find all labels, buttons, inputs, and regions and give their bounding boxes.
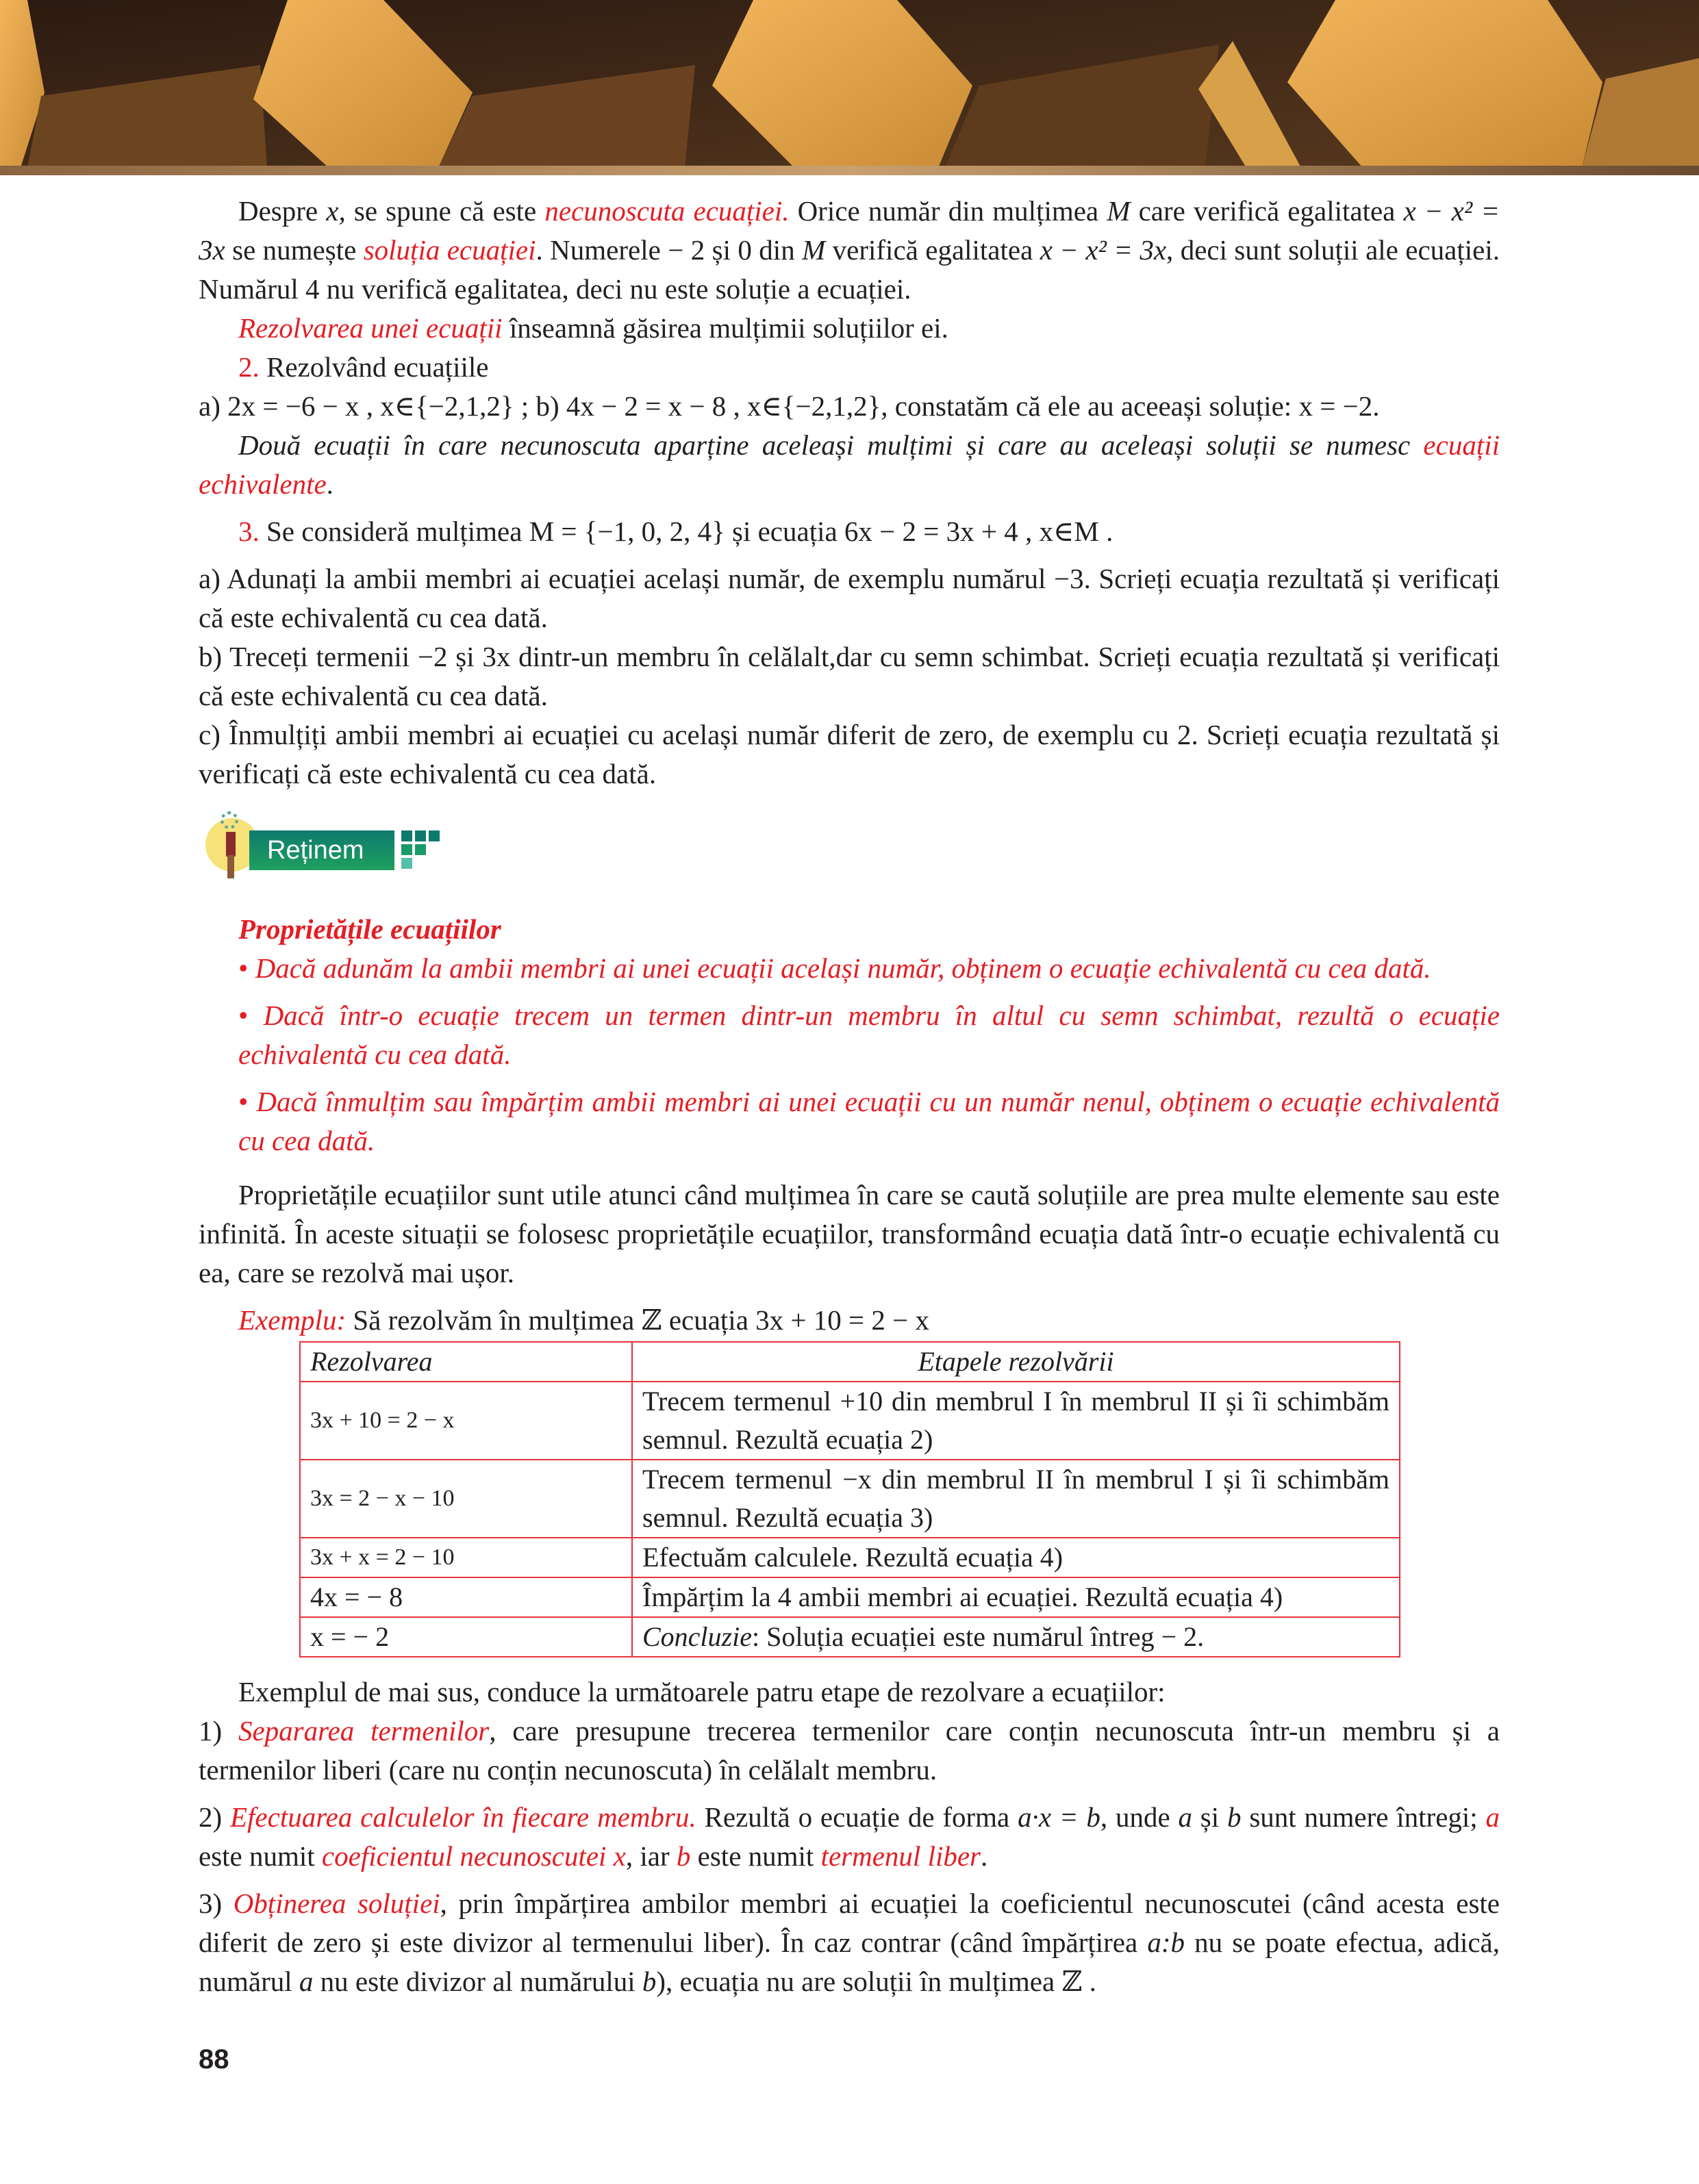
term-necunoscuta: necunoscuta ecuației. [544, 195, 790, 227]
variable-x: x, [326, 195, 346, 227]
table-row [300, 1382, 1400, 1460]
text: . [981, 1840, 988, 1872]
table-cell-step: Trecem termenul +10 din membrul I în membrul II și îi schimbăm semnul. Rezultă ecuația 2) [632, 1382, 1400, 1460]
step-term: Efectuarea calculelor în fiecare membru. [229, 1801, 696, 1833]
table-cell-step [632, 1617, 1400, 1657]
exercise-3b: b) Treceți termenii −2 și 3x dintr-un membru în celălalt,dar cu semn schimbat. Scrieți ecuația rezultată și verificați că este echivalentă cu cea dată. [199, 641, 1500, 711]
variable-b: b [1226, 1801, 1242, 1833]
table-cell-step: Efectuăm calculele. Rezultă ecuația 4) [632, 1538, 1400, 1577]
usage-paragraph: Proprietățile ecuațiilor sunt utile atunci când mulțimea în care se caută soluțiile are prea multe elemente sau este infinită. În aceste situații se folosesc proprietățile ecuațiilor, transformând ecuația dată într-o ecuație echivalentă cu ea, care se rezolvă mai ușor. [199, 1179, 1500, 1288]
term-rezolvarea: Rezolvarea unei ecuații [238, 312, 503, 344]
term-solutia: soluția ecuației [363, 234, 536, 266]
variable-a: a [299, 1966, 314, 1997]
text: , unde [1100, 1801, 1179, 1833]
set-M: M [802, 234, 826, 266]
property-text: Dacă adunăm la ambii membri ai unei ecuații același număr, obținem o ecuație echivalentă cu cea dată. [255, 952, 1431, 984]
decor-square-icon [401, 830, 412, 841]
table-row [300, 1538, 1400, 1577]
text: Două ecuații în care necunoscuta aparține aceleași mulțimi și care au aceleași soluții se numesc [238, 429, 1424, 461]
intro-paragraph [199, 192, 1500, 309]
exercise-3a: a) Adunați la ambii membri ai ecuației același număr, de exemplu numărul −3. Scrieți ecuația rezultată și verificați că este echivalentă cu cea dată. [199, 563, 1500, 633]
text: sunt numere întregi; [1241, 1801, 1486, 1833]
variable-b: b [676, 1840, 691, 1872]
text: se spune că este [345, 195, 545, 227]
text: ), ecuația nu are soluții în mulțimea [656, 1966, 1062, 1997]
table-row [300, 1577, 1400, 1617]
definition-equivalent [199, 426, 1500, 504]
example-intro [199, 1301, 1500, 1340]
table-cell-equation: 3x = 2 − x − 10 [300, 1460, 632, 1538]
steps-intro: Exemplul de mai sus, conduce la următoarele patru etape de rezolvare a ecuațiilor: [238, 1676, 1166, 1707]
gear-icon [221, 811, 238, 829]
step-3 [199, 1884, 1500, 2001]
page-content [199, 192, 1500, 2001]
text: Se consideră mulțimea M = {−1, 0, 2, 4} și ecuația 6x − 2 = 3x + 4 , x∈M . [259, 516, 1113, 547]
exercise-3c: c) Înmulțiți ambii membri ai ecuației cu același număr diferit de zero, de exemplu cu 2. Scrieți ecuația rezultată și verificați că este echivalentă cu cea dată. [199, 719, 1500, 789]
decor-square-icon [415, 830, 426, 841]
table-cell-equation: x = − 2 [300, 1617, 632, 1657]
text: ecuația 3x + 10 = 2 − x [662, 1304, 930, 1336]
property-text: Dacă înmulțim sau împărțim ambii membri ai unei ecuații cu un număr nenul, obținem o ecuație echivalentă cu cea dată. [238, 1086, 1500, 1156]
term-termen-liber: termenul liber [820, 1840, 981, 1872]
property-item [238, 949, 1500, 988]
text: înseamnă găsirea mulțimii soluțiilor ei. [502, 312, 948, 344]
step-number: 3) [199, 1888, 234, 1919]
variable-a: a [1485, 1801, 1500, 1833]
bullet: • [238, 952, 249, 984]
exercise-2-title [199, 348, 1500, 387]
text: Orice număr din mulțimea [789, 195, 1107, 227]
golden-blocks-illustration [0, 0, 1699, 175]
person-legs-icon [227, 855, 234, 878]
page-number: 88 [199, 2044, 229, 2074]
decor-square-icon [401, 858, 412, 869]
property-item [238, 996, 1500, 1074]
table-header-row [300, 1342, 1400, 1382]
text: care verifică egalitatea [1130, 195, 1404, 227]
text: Rezolvând ecuațiile [259, 351, 489, 383]
decor-square-icon [429, 830, 440, 841]
term-ecuatii-echivalente: ecuații echivalente [199, 429, 1500, 500]
header-banner-image [0, 0, 1699, 175]
text: verifică egalitatea [825, 234, 1040, 266]
properties-box [238, 910, 1500, 1160]
property-item [238, 1082, 1500, 1160]
definition-rezolvare [199, 309, 1500, 348]
table-cell-equation: 4x = − 8 [300, 1577, 632, 1617]
retinem-label: Reținem [249, 830, 394, 870]
text: nu se poate efectua, adică, numărul [199, 1927, 1500, 1997]
equation: a·x = b [1018, 1801, 1100, 1833]
expression: a:b [1147, 1927, 1185, 1958]
term-coeficient: coeficientul necunoscutei x [321, 1840, 626, 1872]
column-header: Etapele rezolvării [632, 1342, 1400, 1382]
column-header: Rezolvarea [300, 1342, 632, 1382]
step-1 [199, 1712, 1500, 1790]
decor-square-icon [401, 844, 412, 855]
text: , deci sunt soluții ale ecuației. Numărul 4 nu verifică egalitatea, deci nu este soluție a ecuației. [199, 234, 1500, 305]
text: . [326, 468, 333, 500]
table-row [300, 1460, 1400, 1538]
text: Rezultă o ecuație de forma [696, 1801, 1018, 1833]
equation: x − x² = 3x [1040, 234, 1167, 266]
step-2 [199, 1798, 1500, 1876]
decor-square-icon [415, 844, 426, 855]
exercise-3-title [199, 512, 1500, 551]
variable-b: b [642, 1966, 657, 1997]
properties-title: Proprietățile ecuațiilor [238, 913, 501, 945]
text: : Soluția ecuației este numărul întreg − 2. [751, 1621, 1205, 1652]
retinem-badge [205, 811, 452, 880]
exercise-number: 3. [238, 516, 260, 547]
text: . [1082, 1966, 1096, 1997]
solution-table [299, 1341, 1400, 1658]
conclusion-label: Concluzie [642, 1621, 752, 1652]
set-Z: ℤ [641, 1304, 662, 1336]
table-cell-step: Trecem termenul −x din membrul II în membrul I și îi schimbăm semnul. Rezultă ecuația 3) [632, 1460, 1400, 1538]
text: , prin împărțirea ambilor membri ai ecuației la coeficientul necunoscutei (când acesta este diferit de zero și este divizor al termenului liber). În caz contrar (când împărțirea [199, 1888, 1500, 1958]
step-number: 2) [199, 1801, 230, 1833]
table-cell-equation: 3x + x = 2 − 10 [300, 1538, 632, 1577]
person-icon [226, 832, 236, 856]
text: , care presupune trecerea termenilor care conțin necunoscuta într-un membru și a termenilor liberi (care nu conțin necunoscuta) în celălalt membru. [199, 1715, 1500, 1786]
text: , iar [625, 1840, 677, 1872]
text: Despre [238, 195, 327, 227]
text: și [1192, 1801, 1227, 1833]
exercise-2-equations: a) 2x = −6 − x , x∈{−2,1,2} ; b) 4x − 2 = x − 8 , x∈{−2,1,2}, constatăm că ele au aceeași soluție: x = −2. [199, 390, 1380, 422]
equation: x − x² = 3x [199, 195, 1500, 266]
text: este numit [690, 1840, 821, 1872]
table-cell-step: Împărțim la 4 ambii membri ai ecuației. Rezultă ecuația 4) [632, 1577, 1400, 1617]
step-term: Separarea termenilor [238, 1715, 490, 1747]
step-term: Obținerea soluției [233, 1888, 440, 1919]
bullet: • [238, 1000, 249, 1031]
set-M: M [1107, 195, 1131, 227]
text: . Numerele − 2 și 0 din [536, 234, 803, 266]
step-number: 1) [199, 1715, 238, 1747]
variable-a: a [1178, 1801, 1192, 1833]
text: este numit [199, 1840, 322, 1872]
text: se numește [225, 234, 364, 266]
table-row [300, 1617, 1400, 1657]
text: nu este divizor al numărului [313, 1966, 642, 1997]
example-label: Exemplu: [238, 1304, 347, 1336]
table-cell-equation: 3x + 10 = 2 − x [300, 1382, 632, 1460]
bullet: • [238, 1086, 249, 1117]
exercise-number: 2. [238, 351, 260, 383]
set-Z: ℤ [1061, 1965, 1083, 1998]
text: Să rezolvăm în mulțimea [346, 1304, 642, 1336]
property-text: Dacă într-o ecuație trecem un termen dintr-un membru în altul cu semn schimbat, rezultă o ecuație echivalentă cu cea dată. [238, 1000, 1500, 1070]
